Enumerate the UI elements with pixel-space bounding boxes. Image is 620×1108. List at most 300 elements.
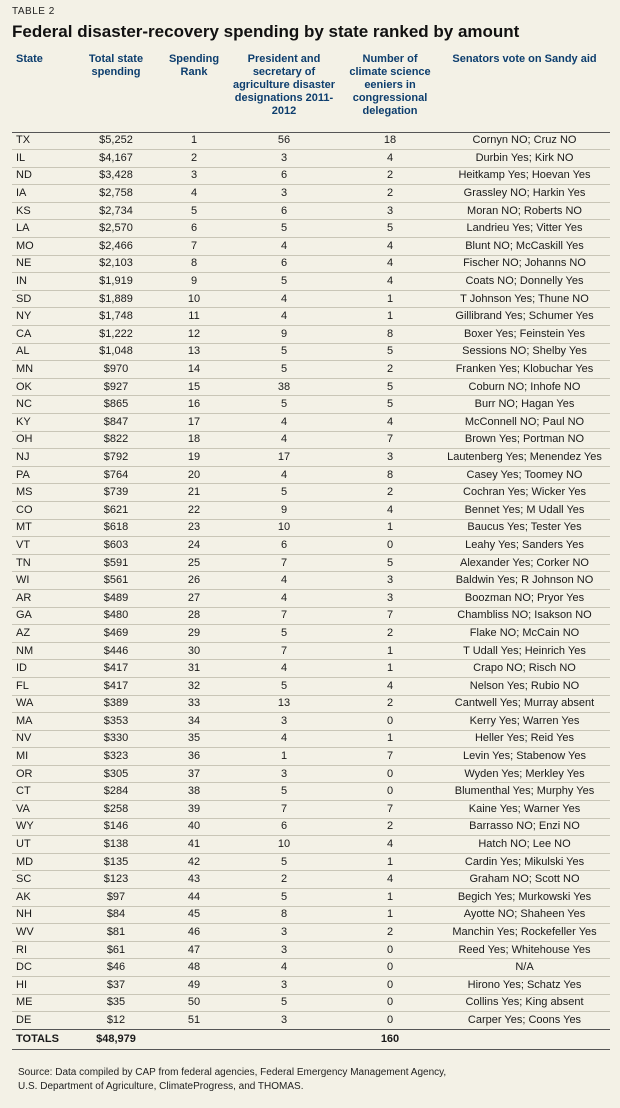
cell-science: 3: [341, 202, 439, 220]
cell-spending: $2,570: [71, 220, 161, 238]
cell-science: 3: [341, 589, 439, 607]
cell-science: 1: [341, 853, 439, 871]
table-row: [12, 748, 610, 766]
cell-senators: Franken Yes; Klobuchar Yes: [439, 361, 610, 379]
cell-rank: 39: [161, 801, 227, 819]
cell-rank: 27: [161, 589, 227, 607]
cell-senators: Brown Yes; Portman NO: [439, 431, 610, 449]
cell-state: NJ: [12, 449, 71, 467]
table-row: [12, 326, 610, 344]
cell-rank: 24: [161, 537, 227, 555]
cell-rank: 8: [161, 255, 227, 273]
cell-designations: 5: [227, 853, 341, 871]
cell-rank: 51: [161, 1012, 227, 1030]
cell-spending: $618: [71, 519, 161, 537]
cell-senators: Cantwell Yes; Murray absent: [439, 695, 610, 713]
cell-state: OH: [12, 431, 71, 449]
cell-science: 4: [341, 255, 439, 273]
table-row: [12, 554, 610, 572]
cell-rank: 49: [161, 977, 227, 995]
cell-spending: $1,889: [71, 290, 161, 308]
cell-senators: Boxer Yes; Feinstein Yes: [439, 326, 610, 344]
cell-state: NH: [12, 906, 71, 924]
totals-designations: [227, 1029, 341, 1049]
cell-designations: 8: [227, 906, 341, 924]
table-row: [12, 818, 610, 836]
cell-science: 8: [341, 326, 439, 344]
cell-rank: 23: [161, 519, 227, 537]
table-row: [12, 941, 610, 959]
cell-senators: Sessions NO; Shelby Yes: [439, 343, 610, 361]
cell-senators: Hatch NO; Lee NO: [439, 836, 610, 854]
cell-senators: Fischer NO; Johanns NO: [439, 255, 610, 273]
cell-rank: 47: [161, 941, 227, 959]
cell-spending: $739: [71, 484, 161, 502]
cell-designations: 5: [227, 625, 341, 643]
cell-designations: 5: [227, 889, 341, 907]
cell-state: IA: [12, 185, 71, 203]
cell-rank: 20: [161, 466, 227, 484]
table-row: [12, 695, 610, 713]
cell-science: 1: [341, 730, 439, 748]
cell-senators: Nelson Yes; Rubio NO: [439, 677, 610, 695]
cell-senators: Heitkamp Yes; Hoevan Yes: [439, 167, 610, 185]
cell-senators: Collins Yes; King absent: [439, 994, 610, 1012]
cell-science: 0: [341, 783, 439, 801]
cell-rank: 46: [161, 924, 227, 942]
cell-spending: $822: [71, 431, 161, 449]
cell-rank: 1: [161, 132, 227, 150]
cell-senators: Begich Yes; Murkowski Yes: [439, 889, 610, 907]
cell-senators: N/A: [439, 959, 610, 977]
cell-rank: 19: [161, 449, 227, 467]
cell-science: 7: [341, 801, 439, 819]
cell-spending: $1,919: [71, 273, 161, 291]
cell-rank: 43: [161, 871, 227, 889]
cell-senators: Blumenthal Yes; Murphy Yes: [439, 783, 610, 801]
cell-science: 5: [341, 396, 439, 414]
cell-state: MN: [12, 361, 71, 379]
cell-spending: $4,167: [71, 150, 161, 168]
cell-state: SD: [12, 290, 71, 308]
cell-rank: 6: [161, 220, 227, 238]
cell-designations: 5: [227, 396, 341, 414]
cell-science: 1: [341, 519, 439, 537]
cell-senators: Boozman NO; Pryor Yes: [439, 589, 610, 607]
cell-senators: Grassley NO; Harkin Yes: [439, 185, 610, 203]
cell-state: HI: [12, 977, 71, 995]
cell-science: 7: [341, 748, 439, 766]
table-row: [12, 677, 610, 695]
cell-state: DC: [12, 959, 71, 977]
cell-science: 7: [341, 431, 439, 449]
cell-state: AL: [12, 343, 71, 361]
cell-rank: 11: [161, 308, 227, 326]
cell-designations: 5: [227, 361, 341, 379]
cell-state: AR: [12, 589, 71, 607]
cell-senators: Crapo NO; Risch NO: [439, 660, 610, 678]
table-row: [12, 501, 610, 519]
cell-state: TX: [12, 132, 71, 150]
cell-spending: $417: [71, 660, 161, 678]
table-row: [12, 730, 610, 748]
cell-science: 2: [341, 167, 439, 185]
cell-senators: Reed Yes; Whitehouse Yes: [439, 941, 610, 959]
cell-rank: 31: [161, 660, 227, 678]
cell-state: AK: [12, 889, 71, 907]
cell-state: TN: [12, 554, 71, 572]
cell-spending: $305: [71, 765, 161, 783]
cell-senators: Landrieu Yes; Vitter Yes: [439, 220, 610, 238]
cell-state: UT: [12, 836, 71, 854]
cell-science: 1: [341, 660, 439, 678]
cell-science: 0: [341, 713, 439, 731]
cell-designations: 7: [227, 554, 341, 572]
cell-state: MA: [12, 713, 71, 731]
cell-spending: $97: [71, 889, 161, 907]
table-row: [12, 290, 610, 308]
table-row: [12, 343, 610, 361]
cell-senators: Burr NO; Hagan Yes: [439, 396, 610, 414]
cell-science: 18: [341, 132, 439, 150]
cell-senators: Carper Yes; Coons Yes: [439, 1012, 610, 1030]
cell-senators: Heller Yes; Reid Yes: [439, 730, 610, 748]
cell-science: 4: [341, 677, 439, 695]
cell-state: MD: [12, 853, 71, 871]
cell-spending: $61: [71, 941, 161, 959]
cell-spending: $1,048: [71, 343, 161, 361]
cell-science: 1: [341, 889, 439, 907]
cell-rank: 37: [161, 765, 227, 783]
cell-state: CT: [12, 783, 71, 801]
cell-senators: Alexander Yes; Corker NO: [439, 554, 610, 572]
table-row: [12, 537, 610, 555]
cell-designations: 7: [227, 801, 341, 819]
cell-state: IN: [12, 273, 71, 291]
cell-rank: 14: [161, 361, 227, 379]
cell-science: 4: [341, 836, 439, 854]
cell-designations: 10: [227, 836, 341, 854]
table-row: [12, 625, 610, 643]
cell-designations: 1: [227, 748, 341, 766]
cell-science: 0: [341, 977, 439, 995]
cell-designations: 3: [227, 185, 341, 203]
cell-state: KS: [12, 202, 71, 220]
cell-state: RI: [12, 941, 71, 959]
cell-senators: T Johnson Yes; Thune NO: [439, 290, 610, 308]
cell-science: 3: [341, 449, 439, 467]
cell-spending: $323: [71, 748, 161, 766]
table-row: [12, 783, 610, 801]
cell-science: 0: [341, 537, 439, 555]
header-state: State: [16, 53, 43, 65]
cell-designations: 5: [227, 677, 341, 695]
cell-senators: Coats NO; Donnelly Yes: [439, 273, 610, 291]
cell-spending: $603: [71, 537, 161, 555]
cell-science: 0: [341, 765, 439, 783]
cell-state: MS: [12, 484, 71, 502]
cell-state: KY: [12, 414, 71, 432]
cell-state: MT: [12, 519, 71, 537]
cell-designations: 3: [227, 924, 341, 942]
cell-rank: 38: [161, 783, 227, 801]
cell-state: SC: [12, 871, 71, 889]
cell-science: 5: [341, 220, 439, 238]
cell-spending: $46: [71, 959, 161, 977]
source-line-1: Source: Data compiled by CAP from federal agencies, Federal Emergency Management Agency,: [18, 1067, 447, 1078]
cell-senators: Bennet Yes; M Udall Yes: [439, 501, 610, 519]
cell-spending: $135: [71, 853, 161, 871]
cell-state: NE: [12, 255, 71, 273]
cell-spending: $1,222: [71, 326, 161, 344]
table-row: [12, 220, 610, 238]
cell-designations: 4: [227, 308, 341, 326]
cell-designations: 9: [227, 326, 341, 344]
cell-designations: 3: [227, 1012, 341, 1030]
cell-science: 4: [341, 150, 439, 168]
table-row: [12, 150, 610, 168]
cell-rank: 21: [161, 484, 227, 502]
cell-designations: 6: [227, 255, 341, 273]
cell-rank: 41: [161, 836, 227, 854]
cell-designations: 3: [227, 977, 341, 995]
table-row: [12, 449, 610, 467]
cell-rank: 12: [161, 326, 227, 344]
cell-state: NM: [12, 642, 71, 660]
table-row: [12, 238, 610, 256]
cell-spending: $3,428: [71, 167, 161, 185]
cell-spending: $81: [71, 924, 161, 942]
cell-spending: $847: [71, 414, 161, 432]
cell-state: NV: [12, 730, 71, 748]
cell-state: NC: [12, 396, 71, 414]
cell-science: 2: [341, 361, 439, 379]
cell-senators: T Udall Yes; Heinrich Yes: [439, 642, 610, 660]
cell-science: 4: [341, 501, 439, 519]
cell-designations: 4: [227, 730, 341, 748]
cell-spending: $417: [71, 677, 161, 695]
cell-science: 1: [341, 906, 439, 924]
table-row: [12, 255, 610, 273]
cell-designations: 5: [227, 783, 341, 801]
cell-rank: 2: [161, 150, 227, 168]
cell-science: 7: [341, 607, 439, 625]
cell-senators: Manchin Yes; Rockefeller Yes: [439, 924, 610, 942]
cell-senators: Lautenberg Yes; Menendez Yes: [439, 449, 610, 467]
cell-senators: Casey Yes; Toomey NO: [439, 466, 610, 484]
cell-rank: 18: [161, 431, 227, 449]
cell-senators: Coburn NO; Inhofe NO: [439, 378, 610, 396]
cell-science: 1: [341, 290, 439, 308]
cell-spending: $146: [71, 818, 161, 836]
cell-state: ND: [12, 167, 71, 185]
cell-science: 0: [341, 941, 439, 959]
cell-rank: 22: [161, 501, 227, 519]
cell-state: WA: [12, 695, 71, 713]
cell-science: 3: [341, 572, 439, 590]
table-row: [12, 889, 610, 907]
cell-state: IL: [12, 150, 71, 168]
cell-designations: 5: [227, 484, 341, 502]
cell-senators: Kerry Yes; Warren Yes: [439, 713, 610, 731]
cell-designations: 4: [227, 660, 341, 678]
table-row: [12, 871, 610, 889]
cell-science: 2: [341, 185, 439, 203]
cell-senators: Chambliss NO; Isakson NO: [439, 607, 610, 625]
table-row: [12, 466, 610, 484]
cell-senators: Baldwin Yes; R Johnson NO: [439, 572, 610, 590]
table-row: [12, 607, 610, 625]
cell-state: AZ: [12, 625, 71, 643]
cell-designations: 4: [227, 466, 341, 484]
table-row: [12, 1012, 610, 1030]
cell-designations: 56: [227, 132, 341, 150]
cell-spending: $2,758: [71, 185, 161, 203]
source-note: [18, 1066, 598, 1094]
cell-science: 4: [341, 871, 439, 889]
cell-state: PA: [12, 466, 71, 484]
table-row: [12, 132, 610, 150]
cell-rank: 33: [161, 695, 227, 713]
cell-science: 8: [341, 466, 439, 484]
cell-spending: $621: [71, 501, 161, 519]
cell-designations: 10: [227, 519, 341, 537]
cell-spending: $2,734: [71, 202, 161, 220]
cell-spending: $1,748: [71, 308, 161, 326]
table-row: [12, 713, 610, 731]
cell-science: 0: [341, 959, 439, 977]
cell-rank: 36: [161, 748, 227, 766]
totals-senators: [439, 1029, 610, 1049]
table-row: [12, 836, 610, 854]
cell-designations: 5: [227, 343, 341, 361]
cell-science: 1: [341, 642, 439, 660]
cell-senators: McConnell NO; Paul NO: [439, 414, 610, 432]
cell-rank: 45: [161, 906, 227, 924]
cell-state: GA: [12, 607, 71, 625]
cell-rank: 5: [161, 202, 227, 220]
cell-spending: $35: [71, 994, 161, 1012]
cell-designations: 6: [227, 202, 341, 220]
cell-senators: Cornyn NO; Cruz NO: [439, 132, 610, 150]
cell-designations: 5: [227, 994, 341, 1012]
cell-state: FL: [12, 677, 71, 695]
cell-state: OR: [12, 765, 71, 783]
cell-science: 5: [341, 343, 439, 361]
cell-designations: 5: [227, 220, 341, 238]
cell-spending: $138: [71, 836, 161, 854]
cell-senators: Graham NO; Scott NO: [439, 871, 610, 889]
cell-senators: Cochran Yes; Wicker Yes: [439, 484, 610, 502]
cell-rank: 10: [161, 290, 227, 308]
cell-spending: $353: [71, 713, 161, 731]
table-row: [12, 572, 610, 590]
cell-science: 2: [341, 818, 439, 836]
cell-designations: 4: [227, 290, 341, 308]
cell-senators: Leahy Yes; Sanders Yes: [439, 537, 610, 555]
cell-spending: $5,252: [71, 132, 161, 150]
cell-spending: $591: [71, 554, 161, 572]
cell-state: ME: [12, 994, 71, 1012]
cell-state: OK: [12, 378, 71, 396]
cell-rank: 9: [161, 273, 227, 291]
cell-science: 4: [341, 414, 439, 432]
cell-senators: Wyden Yes; Merkley Yes: [439, 765, 610, 783]
cell-state: DE: [12, 1012, 71, 1030]
table-row: [12, 519, 610, 537]
cell-senators: Ayotte NO; Shaheen Yes: [439, 906, 610, 924]
cell-senators: Moran NO; Roberts NO: [439, 202, 610, 220]
cell-senators: Gillibrand Yes; Schumer Yes: [439, 308, 610, 326]
cell-designations: 6: [227, 167, 341, 185]
cell-designations: 6: [227, 818, 341, 836]
table-label: TABLE 2: [12, 6, 55, 17]
cell-senators: Cardin Yes; Mikulski Yes: [439, 853, 610, 871]
table-row: [12, 378, 610, 396]
cell-rank: 7: [161, 238, 227, 256]
cell-state: MI: [12, 748, 71, 766]
cell-rank: 17: [161, 414, 227, 432]
table-row: [12, 167, 610, 185]
table-row: [12, 853, 610, 871]
cell-senators: Barrasso NO; Enzi NO: [439, 818, 610, 836]
cell-designations: 4: [227, 238, 341, 256]
cell-science: 4: [341, 273, 439, 291]
table-body: [12, 132, 610, 1029]
header-senators: Senators vote on Sandy aid: [452, 53, 597, 65]
cell-rank: 44: [161, 889, 227, 907]
table-row: [12, 660, 610, 678]
cell-science: 0: [341, 994, 439, 1012]
cell-senators: Levin Yes; Stabenow Yes: [439, 748, 610, 766]
cell-designations: 3: [227, 150, 341, 168]
cell-spending: $764: [71, 466, 161, 484]
cell-state: MO: [12, 238, 71, 256]
table-row: [12, 589, 610, 607]
cell-designations: 2: [227, 871, 341, 889]
cell-rank: 48: [161, 959, 227, 977]
table-row: [12, 361, 610, 379]
totals-row: [12, 1029, 610, 1049]
source-line-2: U.S. Department of Agriculture, ClimateProgress, and THOMAS.: [18, 1081, 304, 1092]
cell-spending: $561: [71, 572, 161, 590]
cell-rank: 34: [161, 713, 227, 731]
table-row: [12, 801, 610, 819]
cell-designations: 6: [227, 537, 341, 555]
cell-state: ID: [12, 660, 71, 678]
table-row: [12, 959, 610, 977]
cell-designations: 17: [227, 449, 341, 467]
cell-rank: 15: [161, 378, 227, 396]
cell-designations: 3: [227, 765, 341, 783]
cell-designations: 4: [227, 959, 341, 977]
cell-state: WV: [12, 924, 71, 942]
table-row: [12, 202, 610, 220]
table-row: [12, 273, 610, 291]
cell-state: VA: [12, 801, 71, 819]
table-row: [12, 994, 610, 1012]
cell-designations: 7: [227, 607, 341, 625]
header-designations: President and secretary of agriculture disaster designations 2011-2012: [232, 53, 336, 117]
cell-science: 2: [341, 625, 439, 643]
header-spending: Total state spending: [88, 53, 144, 78]
cell-designations: 3: [227, 713, 341, 731]
cell-rank: 50: [161, 994, 227, 1012]
cell-rank: 32: [161, 677, 227, 695]
cell-spending: $37: [71, 977, 161, 995]
cell-senators: Baucus Yes; Tester Yes: [439, 519, 610, 537]
header-rank: Spending Rank: [168, 53, 220, 78]
